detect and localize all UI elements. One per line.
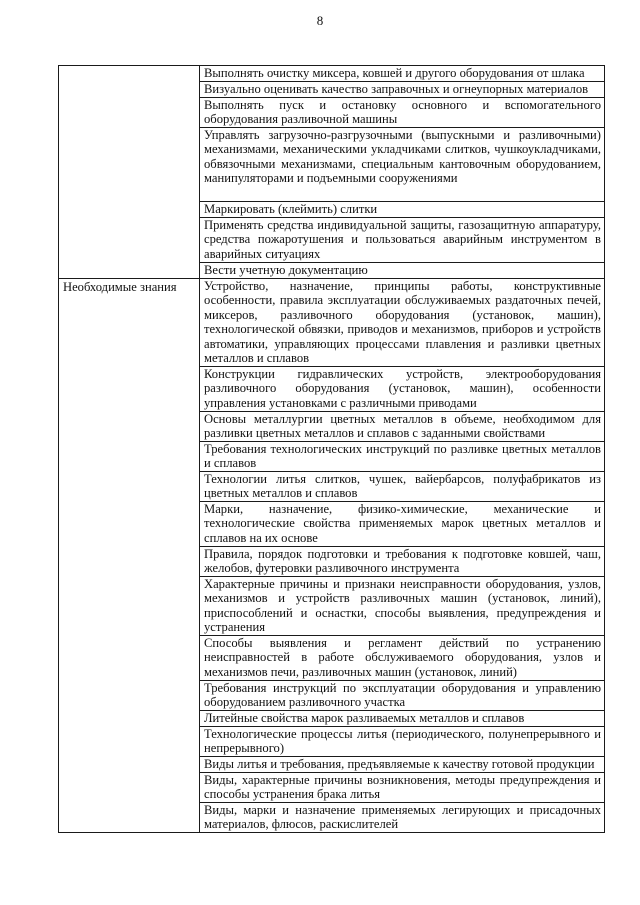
table-row	[59, 279, 605, 367]
skill-item: Применять средства индивидуальной защиты, газозащитную аппаратуру, средства пожаротушения и пользоваться аварийным инструментом в аварийных ситуациях	[200, 218, 605, 263]
knowledge-item: Способы выявления и регламент действий по устранению неисправностей в работе обслуживаемого оборудования, узлов и механизмов печи, разливочных машин (установок, линий)	[200, 636, 605, 681]
knowledge-item: Требования инструкций по эксплуатации оборудования и управлению оборудованием разливочного участка	[200, 681, 605, 711]
knowledge-item: Требования технологических инструкций по разливке цветных металлов и сплавов	[200, 442, 605, 472]
skill-item: Маркировать (клеймить) слитки	[200, 202, 605, 218]
skill-item: Выполнять очистку миксера, ковшей и другого оборудования от шлака	[200, 66, 605, 82]
skill-item: Выполнять пуск и остановку основного и вспомогательного оборудования разливочной машины	[200, 98, 605, 128]
skill-item: Управлять загрузочно-разгрузочными (выпускными и разливочными) механизмами, механическими укладчиками слитков, чушкоукладчиками, обвязочными механизмами, специальным кантовочным оборудованием, манипуляторами и подъемными сооружениями	[200, 128, 605, 202]
knowledge-item: Конструкции гидравлических устройств, электрооборудования разливочного оборудования (установок, машин), особенности управления установками с различными приводами	[200, 367, 605, 412]
knowledge-item: Виды литья и требования, предъявляемые к качеству готовой продукции	[200, 757, 605, 773]
competency-table	[58, 65, 605, 833]
knowledge-item: Характерные причины и признаки неисправности оборудования, узлов, механизмов и устройств разливочных машин (установок, линий), приспособлений и оснастки, способы выявления, предупреждения и устранения	[200, 577, 605, 636]
skill-item: Вести учетную документацию	[200, 263, 605, 279]
knowledge-label: Необходимые знания	[59, 279, 200, 833]
knowledge-item: Технологии литья слитков, чушек, вайербарсов, полуфабрикатов из цветных металлов и сплавов	[200, 472, 605, 502]
table-row	[59, 66, 605, 82]
skill-item: Визуально оценивать качество заправочных и огнеупорных материалов	[200, 82, 605, 98]
knowledge-item: Технологические процессы литья (периодического, полунепрерывного и непрерывного)	[200, 727, 605, 757]
knowledge-item: Правила, порядок подготовки и требования к подготовке ковшей, чаш, желобов, футеровки разливочного инструмента	[200, 547, 605, 577]
page-number: 8	[316, 13, 324, 28]
skills-label-cell	[59, 66, 200, 279]
knowledge-item: Марки, назначение, физико-химические, механические и технологические свойства применяемых марок цветных металлов и сплавов на их основе	[200, 502, 605, 547]
knowledge-item: Устройство, назначение, принципы работы, конструктивные особенности, правила эксплуатации обслуживаемых раздаточных печей, миксеров, разливочного оборудования (установок, машин), технологической обвязки, приводов и механизмов, приборов и устройств автоматики, управляющих процессами плавления и разливки цветных металлов и сплавов	[200, 279, 605, 367]
knowledge-item: Литейные свойства марок разливаемых металлов и сплавов	[200, 711, 605, 727]
knowledge-item: Основы металлургии цветных металлов в объеме, необходимом для разливки цветных металлов и сплавов с заданными свойствами	[200, 412, 605, 442]
knowledge-item: Виды, марки и назначение применяемых легирующих и присадочных материалов, флюсов, раскислителей	[200, 803, 605, 833]
knowledge-item: Виды, характерные причины возникновения, методы предупреждения и способы устранения брака литья	[200, 773, 605, 803]
